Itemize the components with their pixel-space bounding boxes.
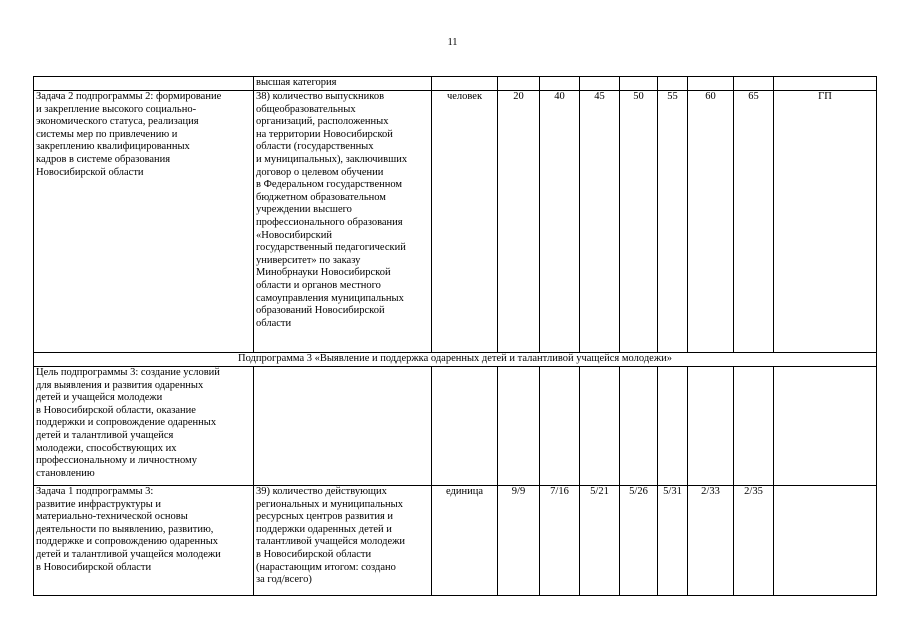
value-cell [734, 367, 774, 486]
value-cell: 45 [580, 91, 620, 353]
value-cell: 55 [658, 91, 688, 353]
indicator-cell: высшая категория [254, 77, 432, 91]
subprogram-title: Подпрограмма 3 «Выявление и поддержка одаренных детей и талантливой учащейся молодежи» [34, 353, 877, 367]
goal-cell: Задача 1 подпрограммы 3: развитие инфраструктуры и материально-технической основы деятельности по выявлению, развитию, поддержке и сопровождению одаренных детей и талантливой учащейся молодежи в Новосибирской области [34, 486, 254, 596]
goal-cell [34, 77, 254, 91]
value-cell: 5/26 [620, 486, 658, 596]
responsible-cell: ГП [774, 91, 877, 353]
indicators-table [33, 76, 877, 596]
table-row [34, 353, 877, 367]
value-cell [498, 367, 540, 486]
responsible-cell [774, 77, 877, 91]
value-cell: 5/21 [580, 486, 620, 596]
unit-cell [432, 367, 498, 486]
table-row [34, 486, 877, 596]
value-cell: 2/33 [688, 486, 734, 596]
goal-cell: Цель подпрограммы 3: создание условий для выявления и развития одаренных детей и учащейся молодежи в Новосибирской области, оказание поддержки и сопровождение одаренных детей и талантливой учащейся молодежи, способствующих их профессиональному и личностному становлению [34, 367, 254, 486]
value-cell: 65 [734, 91, 774, 353]
value-cell [688, 367, 734, 486]
value-cell [540, 367, 580, 486]
unit-cell: человек [432, 91, 498, 353]
value-cell [620, 77, 658, 91]
value-cell [658, 77, 688, 91]
page-number: 11 [447, 37, 458, 48]
value-cell [498, 77, 540, 91]
responsible-cell [774, 367, 877, 486]
table-row [34, 367, 877, 486]
unit-cell [432, 77, 498, 91]
indicator-cell [254, 367, 432, 486]
value-cell [580, 367, 620, 486]
indicator-cell: 38) количество выпускников общеобразовательных организаций, расположенных на территории Новосибирской области (государственных и муниципальных), заключивших договор о целевом обучении в Федеральном государственном бюджетном образовательном учреждении высшего профессионального образования «Новосибирский государственный педагогический университет» по заказу Минобрнауки Новосибирской области и органов местного самоуправления муниципальных образований Новосибирской области [254, 91, 432, 353]
goal-cell: Задача 2 подпрограммы 2: формирование и закрепление высокого социально- экономического статуса, реализация системы мер по привлечению и закреплению квалифицированных кадров в системе образования Новосибирской области [34, 91, 254, 353]
unit-cell: единица [432, 486, 498, 596]
value-cell: 50 [620, 91, 658, 353]
responsible-cell [774, 486, 877, 596]
value-cell: 9/9 [498, 486, 540, 596]
value-cell [658, 367, 688, 486]
indicator-cell: 39) количество действующих региональных и муниципальных ресурсных центров развития и поддержки одаренных детей и талантливой учащейся молодежи в Новосибирской области (нарастающим итогом: создано за год/всего) [254, 486, 432, 596]
value-cell: 60 [688, 91, 734, 353]
value-cell: 40 [540, 91, 580, 353]
value-cell: 7/16 [540, 486, 580, 596]
table-row [34, 77, 877, 91]
value-cell: 2/35 [734, 486, 774, 596]
value-cell [734, 77, 774, 91]
table-row [34, 91, 877, 353]
value-cell [688, 77, 734, 91]
value-cell [620, 367, 658, 486]
value-cell [580, 77, 620, 91]
value-cell: 5/31 [658, 486, 688, 596]
value-cell: 20 [498, 91, 540, 353]
value-cell [540, 77, 580, 91]
